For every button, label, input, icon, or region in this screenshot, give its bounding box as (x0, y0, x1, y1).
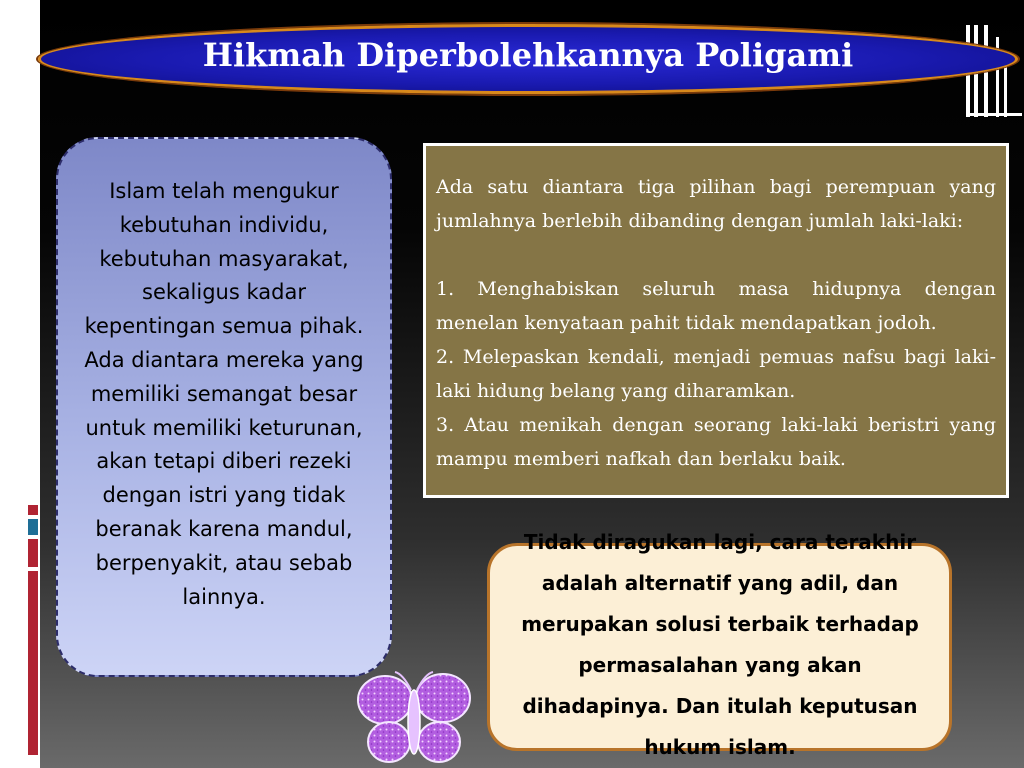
left-decor-bars (28, 505, 40, 755)
right-panel-intro: Ada satu diantara tiga pilihan bagi perempuan yang jumlahnya berlebih dibanding dengan jumlah laki-laki: (436, 176, 996, 232)
left-text-panel (56, 137, 392, 677)
option-item: 3. Atau menikah dengan seorang laki-laki beristri yang mampu memberi nafkah dan berlaku baik. (436, 414, 996, 470)
slide-title: Hikmah Diperbolehkannya Poligami (202, 36, 854, 74)
conclusion-text: Tidak diragukan lagi, cara terakhir adalah alternatif yang adil, dan merupakan solusi terbaik terhadap permasalahan yang akan dihadapinya. Dan itulah keputusan hukum islam. (521, 530, 919, 759)
option-item: 2. Melepaskan kendali, menjadi pemuas nafsu bagi laki-laki hidung belang yang diharamkan. (436, 346, 996, 402)
right-text-panel (423, 143, 1009, 498)
left-panel-text: Islam telah mengukur kebutuhan individu, kebutuhan masyarakat, sekaligus kadar kepentingan semua pihak. Ada diantara mereka yang memiliki semangat besar untuk memiliki keturunan, akan tetapi diberi rezeki dengan istri yang tidak beranak karena mandul, berpenyakit, atau sebab lainnya. (84, 179, 364, 609)
butterfly-icon (355, 668, 473, 768)
option-item: 1. Menghabiskan seluruh masa hidupnya dengan menelan kenyataan pahit tidak mendapatkan jodoh. (436, 278, 996, 334)
